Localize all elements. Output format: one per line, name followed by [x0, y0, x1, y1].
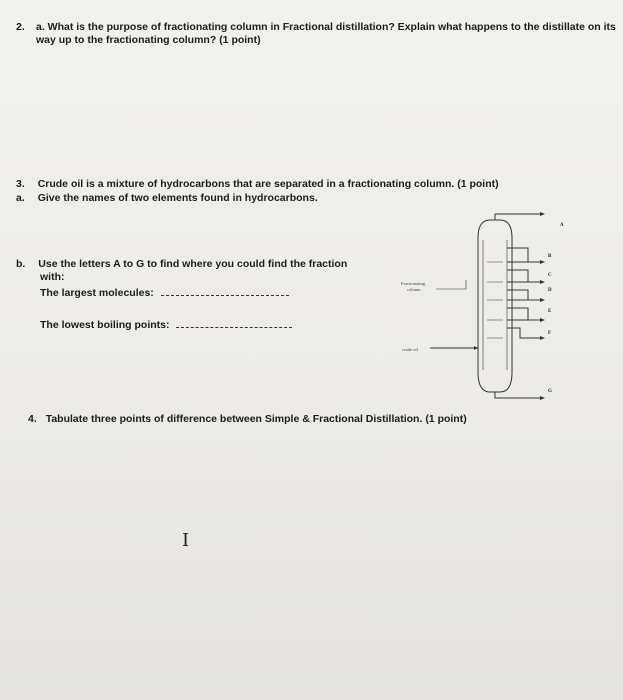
- arrow-a: [540, 212, 545, 216]
- largest-molecules-label: The largest molecules:: [40, 287, 154, 299]
- question-3-points: (1 point): [457, 178, 499, 190]
- column-label-pointer: [436, 280, 466, 289]
- fraction-label-c: C: [548, 273, 552, 278]
- column-label-line2: column: [407, 287, 421, 292]
- outlet-g-pipe: [495, 392, 540, 398]
- outlet-a-pipe: [495, 214, 540, 220]
- arrow-crude: [474, 346, 478, 350]
- fraction-label-e: E: [548, 309, 552, 314]
- fraction-label-b: B: [548, 254, 552, 259]
- question-4-points: (1 point): [425, 413, 467, 425]
- question-3b-with: with:: [40, 271, 65, 283]
- question-3-number: 3.: [16, 178, 25, 190]
- arrow-b: [540, 260, 545, 264]
- crude-oil-label: crude oil: [402, 347, 418, 352]
- question-3-text: Crude oil is a mixture of hydrocarbons that are separated in a fractionating column.: [37, 178, 455, 190]
- question-2-prompt: a. What is the purpose of fractionating column in Fractional distillation? Explain what happens to the distillate on its way up to the fractionating column?: [36, 21, 616, 46]
- arrow-d: [540, 298, 545, 302]
- question-3a-text: Give the names of two elements found in hydrocarbons.: [37, 192, 318, 204]
- arrow-g: [540, 396, 545, 400]
- fraction-label-d: D: [548, 288, 552, 293]
- question-2-number: 2.: [16, 21, 25, 33]
- arrow-c: [540, 280, 545, 284]
- text-cursor-icon: I: [182, 530, 190, 551]
- column-inner-walls: [483, 240, 507, 370]
- bubble-trays: [487, 262, 503, 338]
- column-label-line1: Fractionating: [401, 281, 425, 286]
- lowest-boiling-label: The lowest boiling points:: [40, 319, 170, 331]
- arrow-e: [540, 318, 545, 322]
- arrow-f: [540, 336, 545, 340]
- question-3a-marker: a.: [16, 192, 25, 204]
- fraction-label-g: G: [548, 389, 552, 394]
- question-3b-marker: b.: [16, 258, 26, 270]
- question-4-number: 4.: [28, 413, 37, 425]
- fraction-label-f: F: [548, 331, 552, 336]
- question-2-points: (1 point): [219, 34, 261, 46]
- question-3b-text: Use the letters A to G to find where you could find the fraction: [38, 258, 348, 270]
- question-4-text: Tabulate three points of difference between Simple & Fractional Distillation.: [45, 413, 423, 425]
- fraction-label-a: A: [560, 223, 564, 228]
